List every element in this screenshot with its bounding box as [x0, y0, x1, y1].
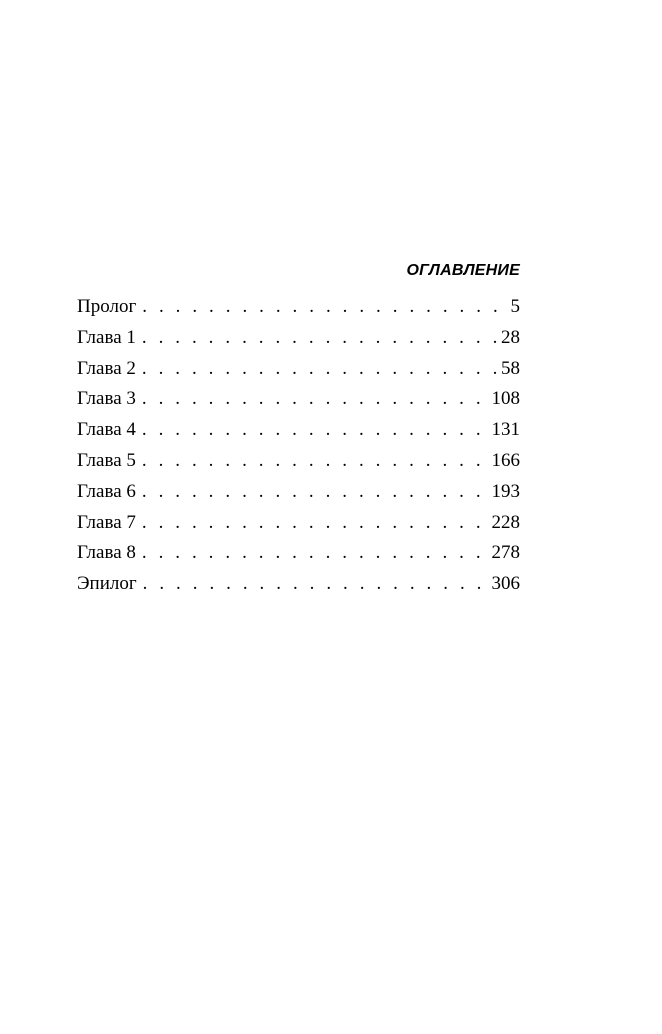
toc-entry-page: 28	[501, 326, 520, 348]
toc-entry-chapter-7[interactable]	[77, 508, 520, 539]
toc-dot-leader	[142, 446, 488, 477]
toc-dot-leader	[143, 569, 488, 600]
toc-entry-chapter-5[interactable]	[77, 446, 520, 477]
toc-entry-page: 108	[491, 388, 520, 410]
toc-entry-label: Глава 5	[77, 449, 136, 471]
toc-entry-page: 278	[491, 542, 520, 564]
toc-dot-leader	[142, 508, 488, 539]
toc-dot-leader	[142, 384, 488, 415]
toc-entry-label: Глава 2	[77, 357, 136, 379]
toc-entry-page: 306	[491, 573, 520, 595]
toc-entry-label: Глава 1	[77, 326, 136, 348]
toc-dot-leader	[142, 415, 488, 446]
toc-title: ОГЛАВЛЕНИЕ	[406, 262, 520, 279]
toc-entry-page: 166	[491, 449, 520, 471]
toc-entry-page: 131	[491, 419, 520, 441]
toc-dot-leader	[142, 538, 488, 569]
toc-dot-leader	[142, 354, 497, 385]
toc-entry-page: 193	[491, 480, 520, 502]
toc-entry-label: Глава 4	[77, 419, 136, 441]
toc-entry-label: Глава 3	[77, 388, 136, 410]
toc-entry-chapter-1[interactable]	[77, 323, 520, 354]
toc-entry-prologue[interactable]	[77, 292, 520, 323]
toc-entry-epilogue[interactable]	[77, 569, 520, 600]
toc-entry-chapter-6[interactable]	[77, 477, 520, 508]
toc-entry-label: Глава 8	[77, 542, 136, 564]
toc-entry-page: 5	[510, 296, 520, 317]
toc-entry-label: Глава 6	[77, 480, 136, 502]
toc-list	[77, 292, 520, 600]
table-of-contents	[77, 257, 520, 600]
toc-dot-leader	[142, 323, 497, 354]
toc-entry-page: 58	[501, 357, 520, 379]
toc-entry-chapter-8[interactable]	[77, 538, 520, 569]
toc-entry-label: Глава 7	[77, 511, 136, 533]
toc-dot-leader	[142, 292, 506, 323]
toc-entry-chapter-3[interactable]	[77, 384, 520, 415]
toc-entry-page: 228	[491, 511, 520, 533]
toc-entry-label: Эпилог	[77, 573, 137, 595]
toc-entry-chapter-4[interactable]	[77, 415, 520, 446]
toc-entry-chapter-2[interactable]	[77, 354, 520, 385]
toc-entry-label: Пролог	[77, 296, 137, 317]
toc-dot-leader	[142, 477, 488, 508]
